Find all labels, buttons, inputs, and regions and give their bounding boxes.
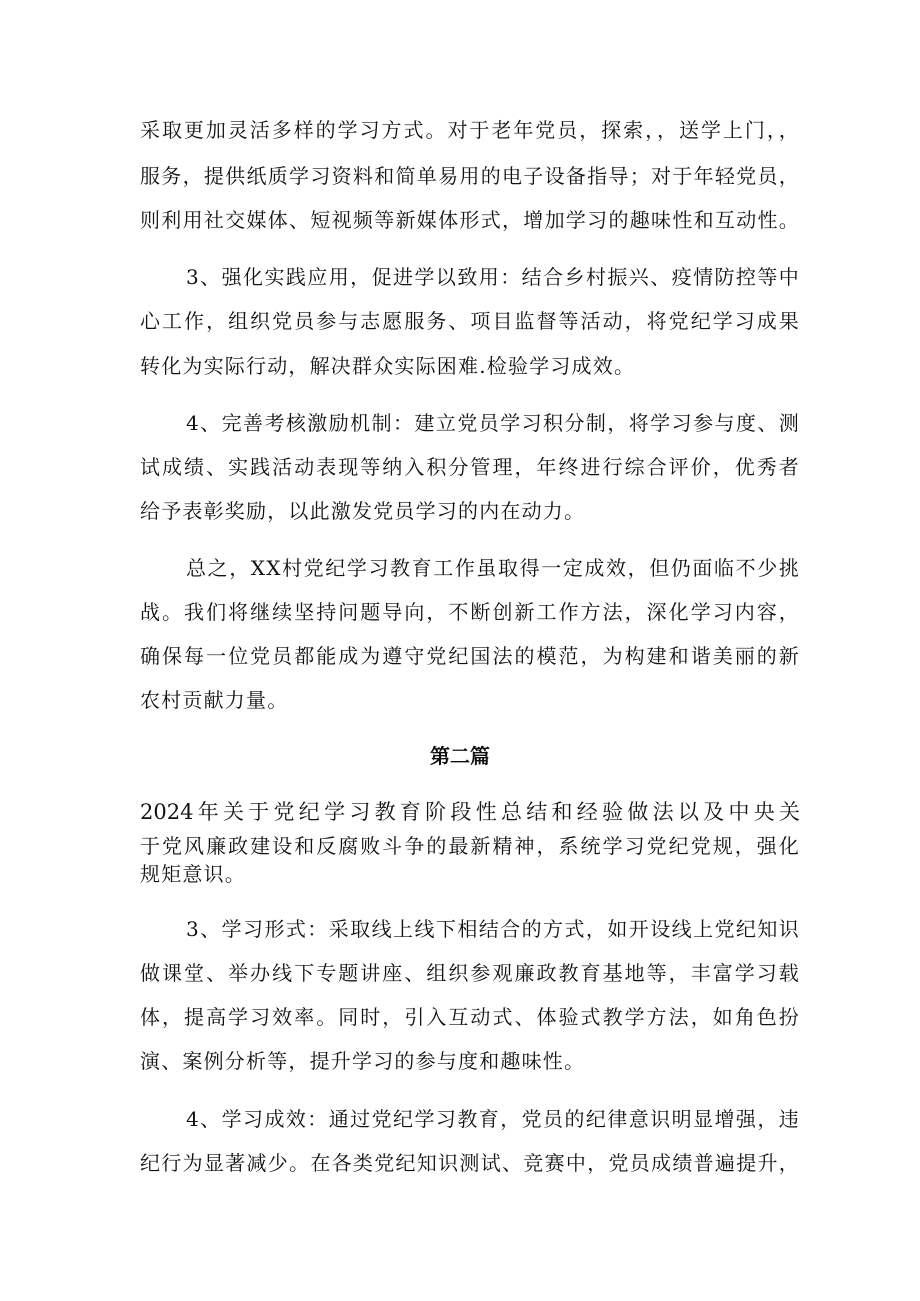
text-line: 4、完善考核激励机制：建立党员学习积分制，将学习参与度、测 xyxy=(186,411,800,435)
text-line: 转化为实际行动，解决群众实际困难.检验学习成效。 xyxy=(140,354,636,378)
text-line: 于党风廉政建设和反腐败斗争的最新精神，系统学习党纪党规，强化 xyxy=(140,834,800,858)
text-line: 确保每一位党员都能成为遵守党纪国法的模范，为构建和谐美丽的新 xyxy=(140,644,800,668)
text-line: 3、学习形式：采取线上线下相结合的方式，如开设线上党纪知识 xyxy=(186,917,800,941)
text-line: 4、学习成效：通过党纪学习教育，党员的纪律意识明显增强，违 xyxy=(186,1107,800,1131)
text-line: 演、案例分析等，提升学习的参与度和趣味性。 xyxy=(140,1049,586,1073)
text-line: 规矩意识。 xyxy=(140,862,246,886)
text-line: 农村贡献力量。 xyxy=(140,688,289,712)
text-line: 则利用社交媒体、短视频等新媒体形式，增加学习的趣味性和互动性。 xyxy=(140,208,800,232)
text-line: 体，提高学习效率。同时，引入互动式、体验式教学方法，如角色扮 xyxy=(140,1005,800,1029)
text-line: 总之，XX村党纪学习教育工作虽取得一定成效，但仍面临不少挑 xyxy=(186,556,800,580)
text-line: 战。我们将继续坚持问题导向，不断创新工作方法，深化学习内容， xyxy=(140,600,800,624)
section-heading: 第二篇 xyxy=(430,744,490,768)
text-line: 心工作，组织党员参与志愿服务、项目监督等活动，将党纪学习成果 xyxy=(140,309,800,333)
text-line: 采取更加灵活多样的学习方式。对于老年党员，探索，，送学上门，， xyxy=(140,118,800,142)
text-line: 纪行为显著减少。在各类党纪知识测试、竞赛中，党员成绩普遍提升， xyxy=(140,1151,800,1175)
text-line: 2024年关于党纪学习教育阶段性总结和经验做法以及中央关 xyxy=(140,800,800,824)
text-line: 做课堂、举办线下专题讲座、组织参观廉政教育基地等，丰富学习载 xyxy=(140,961,800,985)
text-line: 服务，提供纸质学习资料和简单易用的电子设备指导；对于年轻党员， xyxy=(140,164,800,188)
text-line: 试成绩、实践活动表现等纳入积分管理，年终进行综合评价，优秀者 xyxy=(140,455,800,479)
text-line: 3、强化实践应用，促进学以致用：结合乡村振兴、疫情防控等中 xyxy=(186,265,800,289)
text-line: 给予表彰奖励，以此激发党员学习的内在动力。 xyxy=(140,499,586,523)
